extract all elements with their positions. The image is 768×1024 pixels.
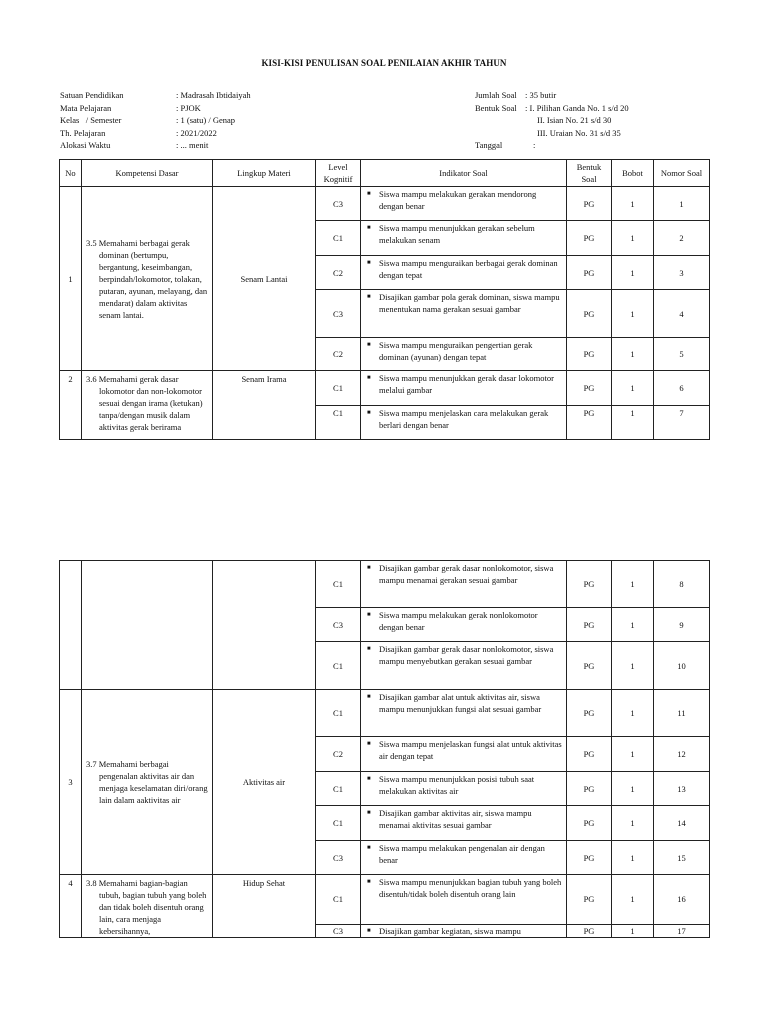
cell-level: C3: [316, 290, 361, 338]
meta-value: : ... menit: [176, 140, 209, 150]
cell-bentuk: PG: [567, 561, 612, 608]
cell-bobot: 1: [612, 841, 654, 875]
cell-bobot: 1: [612, 338, 654, 371]
cell-nomor: 17: [654, 924, 710, 937]
cell-nomor: 16: [654, 875, 710, 925]
cell-bobot: 1: [612, 256, 654, 290]
cell-level: C1: [316, 690, 361, 737]
meta-row: [60, 114, 420, 127]
cell-no: 2: [60, 371, 82, 440]
cell-level: C1: [316, 642, 361, 690]
cell-level: C1: [316, 875, 361, 925]
cell-bobot: 1: [612, 406, 654, 440]
cell-bentuk: PG: [567, 924, 612, 937]
cell-materi: Hidup Sehat: [213, 875, 316, 938]
cell-level: C3: [316, 608, 361, 642]
cell-indikator: [361, 371, 567, 406]
kisi-kisi-table-page2: [59, 560, 710, 938]
cell-level: C1: [316, 371, 361, 406]
indikator-text: Siswa mampu melakukan gerak nonlokomotor dengan benar: [379, 610, 538, 632]
cell-nomor: 4: [654, 290, 710, 338]
table-row: [60, 690, 710, 737]
meta-row: [60, 102, 420, 115]
meta-key: Mata Pelajaran: [60, 102, 112, 113]
table-header-row: [60, 160, 710, 187]
meta-key: Alokasi Waktu: [60, 140, 111, 150]
cell-bentuk: PG: [567, 875, 612, 925]
meta-value: : 35 butir: [525, 90, 557, 100]
indikator-text: Siswa mampu menjelaskan fungsi alat untuk aktivitas air dengan tepat: [379, 739, 562, 761]
cell-level: C3: [316, 187, 361, 221]
indikator-text: Disajikan gambar kegiatan, siswa mampu: [379, 925, 521, 936]
bullet-icon: ■: [367, 927, 371, 934]
cell-indikator: [361, 290, 567, 338]
kisi-kisi-table-page1: [59, 159, 710, 440]
header-kd: Kompetensi Dasar: [82, 160, 213, 187]
table-row: [60, 875, 710, 925]
cell-materi: Senam Irama: [213, 371, 316, 440]
bullet-icon: ■: [367, 612, 371, 618]
cell-nomor: 1: [654, 187, 710, 221]
kd-text: 3.7 Memahami berbagai pengenalan aktivitas air dan menjaga keselamatan diri/orang lain dalam aaktivitas air: [86, 759, 208, 805]
table-row: [60, 561, 710, 608]
meta-right: [475, 89, 735, 152]
cell-no: 1: [60, 187, 82, 371]
cell-indikator: [361, 256, 567, 290]
cell-bobot: 1: [612, 772, 654, 806]
cell-nomor: 2: [654, 221, 710, 256]
meta-value: : PJOK: [176, 102, 201, 113]
indikator-text: Siswa mampu menunjukkan gerakan sebelum melakukan senam: [379, 223, 535, 245]
cell-level: C1: [316, 806, 361, 841]
cell-indikator: [361, 221, 567, 256]
bullet-icon: ■: [367, 375, 371, 381]
header-level: Level Kognitif: [316, 160, 361, 187]
header-materi: Lingkup Materi: [213, 160, 316, 187]
bullet-icon: ■: [367, 294, 371, 300]
indikator-text: Siswa mampu menunjukkan gerak dasar lokomotor melalui gambar: [379, 373, 554, 395]
cell-bentuk: PG: [567, 338, 612, 371]
cell-kd: [82, 561, 213, 690]
cell-level: C1: [316, 221, 361, 256]
indikator-text: Siswa mampu melakukan gerakan mendorong dengan benar: [379, 189, 537, 211]
cell-level: C3: [316, 924, 361, 937]
cell-bobot: 1: [612, 806, 654, 841]
meta-key: Tanggal: [475, 140, 503, 150]
bullet-icon: ■: [367, 694, 371, 700]
cell-no: 3: [60, 690, 82, 875]
indikator-text: Disajikan gambar gerak dasar nonlokomotor, siswa mampu menyebutkan gerakan sesuai gambar: [379, 644, 554, 666]
kd-text: 3.5 Memahami berbagai gerak dominan (bertumpu, bergantung, keseimbangan, berpindah/lokomotor, tolakan, putaran, ayunan, melayang, dan mendarat) dalam aktivitas senam lantai.: [86, 237, 208, 320]
header-indikator: Indikator Soal: [361, 160, 567, 187]
bullet-icon: ■: [367, 191, 371, 197]
cell-bentuk: PG: [567, 772, 612, 806]
meta-row: [475, 89, 735, 102]
kd-text: 3.8 Memahami bagian-bagian tubuh, bagian tubuh yang boleh dan tidak boleh disentuh orang lain, cara menjaga kebersihannya,: [86, 878, 207, 936]
cell-bobot: 1: [612, 737, 654, 772]
cell-bentuk: PG: [567, 406, 612, 440]
cell-nomor: 7: [654, 406, 710, 440]
cell-indikator: [361, 642, 567, 690]
bullet-icon: ■: [367, 845, 371, 851]
kd-text: 3.6 Memahami gerak dasar lokomotor dan non-lokomotor sesuai dengan irama (ketukan) tanpa/dengan musik dalam aktivitas gerak berirama: [86, 374, 203, 432]
meta-value: :: [533, 140, 536, 150]
document-title: KISI-KISI PENULISAN SOAL PENILAIAN AKHIR TAHUN: [261, 58, 507, 68]
cell-level: C1: [316, 561, 361, 608]
cell-materi: Aktivitas air: [213, 690, 316, 875]
meta-value: : 2021/2022: [176, 127, 217, 138]
cell-bobot: 1: [612, 875, 654, 925]
meta-value: : 1 (satu) / Genap: [176, 115, 236, 125]
cell-bentuk: PG: [567, 221, 612, 256]
meta-key: Kelas / Semester: [60, 115, 122, 125]
meta-key: Jumlah Soal: [475, 90, 517, 100]
cell-indikator: [361, 608, 567, 642]
bullet-icon: ■: [367, 260, 371, 266]
indikator-text: Siswa mampu melakukan pengenalan air dengan benar: [379, 843, 545, 865]
bullet-icon: ■: [367, 776, 371, 782]
cell-kd: [82, 690, 213, 875]
bullet-icon: ■: [367, 879, 371, 885]
cell-level: C1: [316, 772, 361, 806]
bullet-icon: ■: [367, 410, 371, 416]
bullet-icon: ■: [367, 565, 371, 571]
cell-bentuk: PG: [567, 256, 612, 290]
cell-nomor: 5: [654, 338, 710, 371]
cell-nomor: 12: [654, 737, 710, 772]
cell-indikator: [361, 772, 567, 806]
meta-key: Bentuk Soal: [475, 102, 517, 113]
indikator-text: Siswa mampu menunjukkan bagian tubuh yang boleh disentuh/tidak boleh disentuh orang lain: [379, 877, 562, 899]
cell-bentuk: PG: [567, 608, 612, 642]
header-no: No: [60, 160, 82, 187]
cell-bentuk: PG: [567, 737, 612, 772]
cell-bobot: 1: [612, 690, 654, 737]
bullet-icon: ■: [367, 342, 371, 348]
cell-level: C2: [316, 256, 361, 290]
cell-bobot: 1: [612, 924, 654, 937]
meta-row: [60, 127, 420, 140]
cell-indikator: [361, 187, 567, 221]
meta-value: II. Isian No. 21 s/d 30: [537, 115, 612, 125]
indikator-text: Disajikan gambar alat untuk aktivitas air, siswa mampu menunjukkan fungsi alat sesuai gambar: [379, 692, 542, 714]
cell-indikator: [361, 924, 567, 937]
cell-bobot: 1: [612, 221, 654, 256]
cell-no: 4: [60, 875, 82, 938]
cell-indikator: [361, 875, 567, 925]
meta-row: [60, 89, 420, 102]
cell-level: C1: [316, 406, 361, 440]
cell-indikator: [361, 737, 567, 772]
cell-bobot: 1: [612, 642, 654, 690]
cell-nomor: 11: [654, 690, 710, 737]
cell-indikator: [361, 338, 567, 371]
meta-key: Satuan Pendidikan: [60, 90, 124, 100]
meta-row: [60, 139, 420, 152]
meta-key: Th. Pelajaran: [60, 127, 106, 138]
header-bobot: Bobot: [612, 160, 654, 187]
header-bentuk: Bentuk Soal: [567, 160, 612, 187]
indikator-text: Siswa mampu menguraikan pengertian gerak dominan (ayunan) dengan tepat: [379, 340, 533, 362]
cell-bobot: 1: [612, 371, 654, 406]
cell-indikator: [361, 561, 567, 608]
indikator-text: Siswa mampu menguraikan berbagai gerak dominan dengan tepat: [379, 258, 558, 280]
cell-materi: [213, 561, 316, 690]
cell-nomor: 13: [654, 772, 710, 806]
cell-kd: [82, 371, 213, 440]
cell-kd: [82, 187, 213, 371]
cell-nomor: 8: [654, 561, 710, 608]
indikator-text: Disajikan gambar gerak dasar nonlokomotor, siswa mampu menamai gerakan sesuai gambar: [379, 563, 554, 585]
cell-indikator: [361, 406, 567, 440]
cell-bentuk: PG: [567, 290, 612, 338]
header-nomor: Nomor Soal: [654, 160, 710, 187]
cell-kd: [82, 875, 213, 938]
meta-value: : I. Pilihan Ganda No. 1 s/d 20: [525, 102, 629, 113]
bullet-icon: ■: [367, 646, 371, 652]
cell-nomor: 9: [654, 608, 710, 642]
cell-bobot: 1: [612, 290, 654, 338]
cell-bentuk: PG: [567, 806, 612, 841]
cell-level: C2: [316, 338, 361, 371]
indikator-text: Siswa mampu menunjukkan posisi tubuh saat melakukan aktivitas air: [379, 774, 535, 796]
meta-left: [60, 89, 420, 152]
cell-indikator: [361, 806, 567, 841]
cell-no: [60, 561, 82, 690]
cell-nomor: 14: [654, 806, 710, 841]
cell-nomor: 10: [654, 642, 710, 690]
indikator-text: Siswa mampu menjelaskan cara melakukan gerak berlari dengan benar: [379, 408, 549, 430]
cell-bentuk: PG: [567, 690, 612, 737]
meta-value: : Madrasah Ibtidaiyah: [176, 90, 251, 100]
cell-bentuk: PG: [567, 187, 612, 221]
cell-indikator: [361, 841, 567, 875]
cell-bentuk: PG: [567, 371, 612, 406]
meta-row: [475, 139, 735, 152]
cell-bobot: 1: [612, 187, 654, 221]
cell-bentuk: PG: [567, 841, 612, 875]
table-row: [60, 187, 710, 221]
cell-nomor: 6: [654, 371, 710, 406]
table-row: [60, 371, 710, 406]
bullet-icon: ■: [367, 741, 371, 747]
cell-nomor: 3: [654, 256, 710, 290]
cell-nomor: 15: [654, 841, 710, 875]
bullet-icon: ■: [367, 225, 371, 231]
indikator-text: Disajikan gambar pola gerak dominan, siswa mampu menentukan nama gerakan sesuai gambar: [379, 292, 560, 314]
indikator-text: Disajikan gambar aktivitas air, siswa mampu menamai aktivitas sesuai gambar: [379, 808, 532, 830]
cell-bobot: 1: [612, 561, 654, 608]
cell-materi: Senam Lantai: [213, 187, 316, 371]
cell-indikator: [361, 690, 567, 737]
cell-level: C2: [316, 737, 361, 772]
cell-bentuk: PG: [567, 642, 612, 690]
cell-level: C3: [316, 841, 361, 875]
cell-bobot: 1: [612, 608, 654, 642]
meta-value: III. Uraian No. 31 s/d 35: [537, 127, 621, 138]
bullet-icon: ■: [367, 810, 371, 816]
meta-row: [475, 102, 735, 115]
